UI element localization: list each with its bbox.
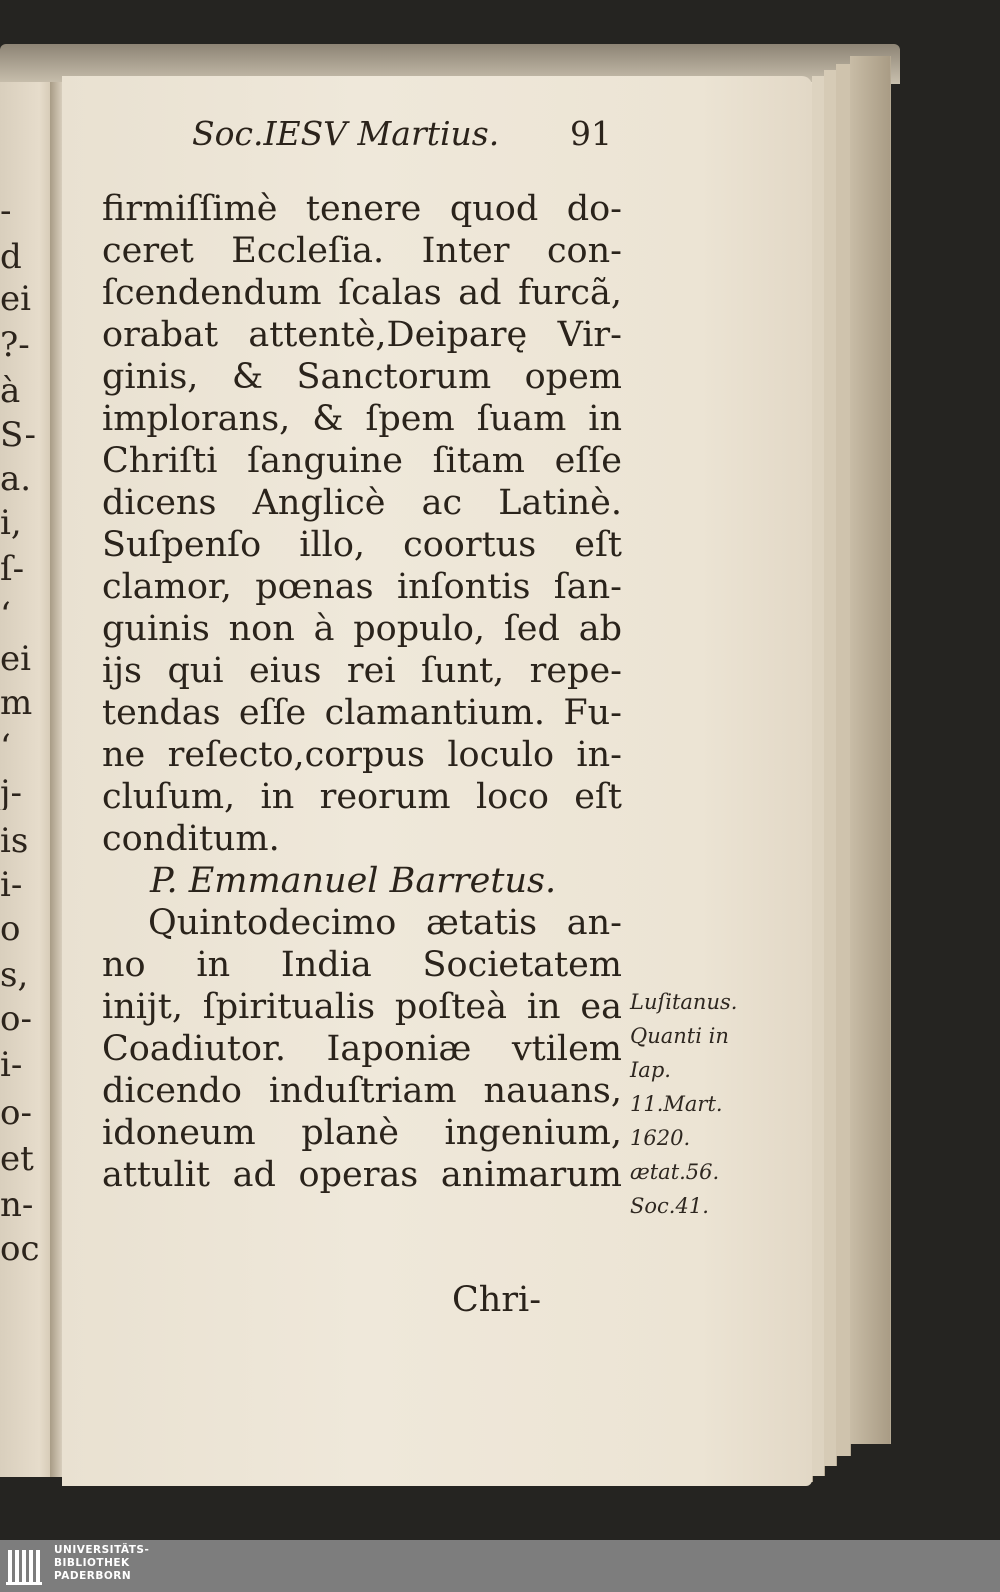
left-page-fragment: o	[0, 912, 21, 946]
text-line: implorans, & ſpem ſuam in	[102, 399, 622, 439]
left-page-fragment: j-	[0, 776, 23, 810]
left-page-fragment: n-	[0, 1188, 34, 1222]
library-logo-icon	[6, 1546, 44, 1586]
logo-line: BIBLIOTHEK	[54, 1557, 130, 1569]
library-logo-text	[54, 1544, 149, 1583]
text-line: Coadiutor. Iaponiæ vtilem	[102, 1029, 622, 1069]
text-line: orabat attentè,Deiparę Vir-	[102, 315, 622, 355]
left-page-fragment: -	[0, 194, 12, 228]
left-page-fragment: ?-	[0, 328, 30, 362]
margin-note-line: Luſitanus.	[630, 990, 738, 1014]
left-page-fragment: oc	[0, 1232, 40, 1266]
text-line: guinis non à populo, ſed ab	[102, 609, 622, 649]
margin-note	[630, 985, 790, 1223]
left-page-fragment: i-	[0, 1048, 23, 1082]
margin-note-line: ætat.56.	[630, 1160, 720, 1184]
margin-note-line: Iap.	[630, 1058, 671, 1082]
left-page-fragment: et	[0, 1142, 34, 1176]
left-page-fragment: ſ-	[0, 552, 25, 586]
left-page-fragment: ei	[0, 282, 31, 316]
left-page-fragment: o-	[0, 1002, 32, 1036]
catchword: Chri-	[452, 1280, 542, 1320]
margin-note-line: Quanti in	[630, 1024, 729, 1048]
margin-note-line: Soc.41.	[630, 1194, 709, 1218]
text-line: no in India Societatem	[102, 945, 622, 985]
left-page-fragment: s,	[0, 958, 29, 992]
text-line: clamor, pœnas inſontis ſan-	[102, 567, 622, 607]
text-line: ſcendendum ſcalas ad furcã,	[102, 273, 622, 313]
text-line: Suſpenſo illo, coortus eſt	[102, 525, 622, 565]
text-line: inijt, ſpiritualis poſteà in ea	[102, 987, 622, 1027]
left-page	[0, 82, 56, 1477]
left-page-fragment: S-	[0, 418, 37, 452]
text-line: idoneum planè ingenium,	[102, 1113, 622, 1153]
left-page-fragment: m	[0, 686, 33, 720]
left-page-fragment: ‘	[0, 730, 11, 764]
text-line: firmiſſimè tenere quod do-	[102, 189, 622, 229]
text-line: dicens Anglicè ac Latinè.	[102, 483, 622, 523]
left-page-fragment: is	[0, 824, 29, 858]
text-line: ne reſecto,corpus loculo in-	[102, 735, 622, 775]
text-line: ijs qui eius rei ſunt, repe-	[102, 651, 622, 691]
left-page-fragment: i,	[0, 506, 22, 540]
left-page-fragment: o-	[0, 1096, 32, 1130]
logo-line: UNIVERSITÄTS-	[54, 1544, 150, 1556]
header-title: Soc.IESV Martius.	[192, 114, 500, 153]
margin-note-line: 1620.	[630, 1126, 691, 1150]
footer-bar	[0, 1540, 1000, 1592]
left-page-fragment: ‘	[0, 598, 11, 632]
text-line: conditum.	[102, 819, 280, 859]
text-line: cluſum, in reorum loco eſt	[102, 777, 622, 817]
page-edge	[850, 56, 891, 1444]
running-header	[192, 114, 612, 162]
margin-note-line: 11.Mart.	[630, 1092, 723, 1116]
text-line: Quintodecimo ætatis an-	[148, 903, 622, 943]
page-edge	[836, 64, 851, 1456]
text-line: dicendo induſtriam nauans,	[102, 1071, 622, 1111]
section-heading: P. Emmanuel Barretus.	[150, 861, 557, 901]
logo-line: PADERBORN	[54, 1570, 132, 1582]
text-line: tendas eſſe clamantium. Fu-	[102, 693, 622, 733]
left-page-fragment: à	[0, 374, 21, 408]
text-line: attulit ad operas animarum	[102, 1155, 622, 1195]
left-page-fragment: ei	[0, 642, 31, 676]
left-page-fragment: d	[0, 240, 22, 274]
text-line: Chriſti ſanguine ſitam eſſe	[102, 441, 622, 481]
text-line: ceret Eccleſia. Inter con-	[102, 231, 622, 271]
body-text	[102, 188, 622, 1196]
left-page-fragment: a.	[0, 462, 32, 496]
left-page-fragment: i-	[0, 868, 23, 902]
page-number: 91	[570, 114, 612, 153]
text-line: ginis, & Sanctorum opem	[102, 357, 622, 397]
